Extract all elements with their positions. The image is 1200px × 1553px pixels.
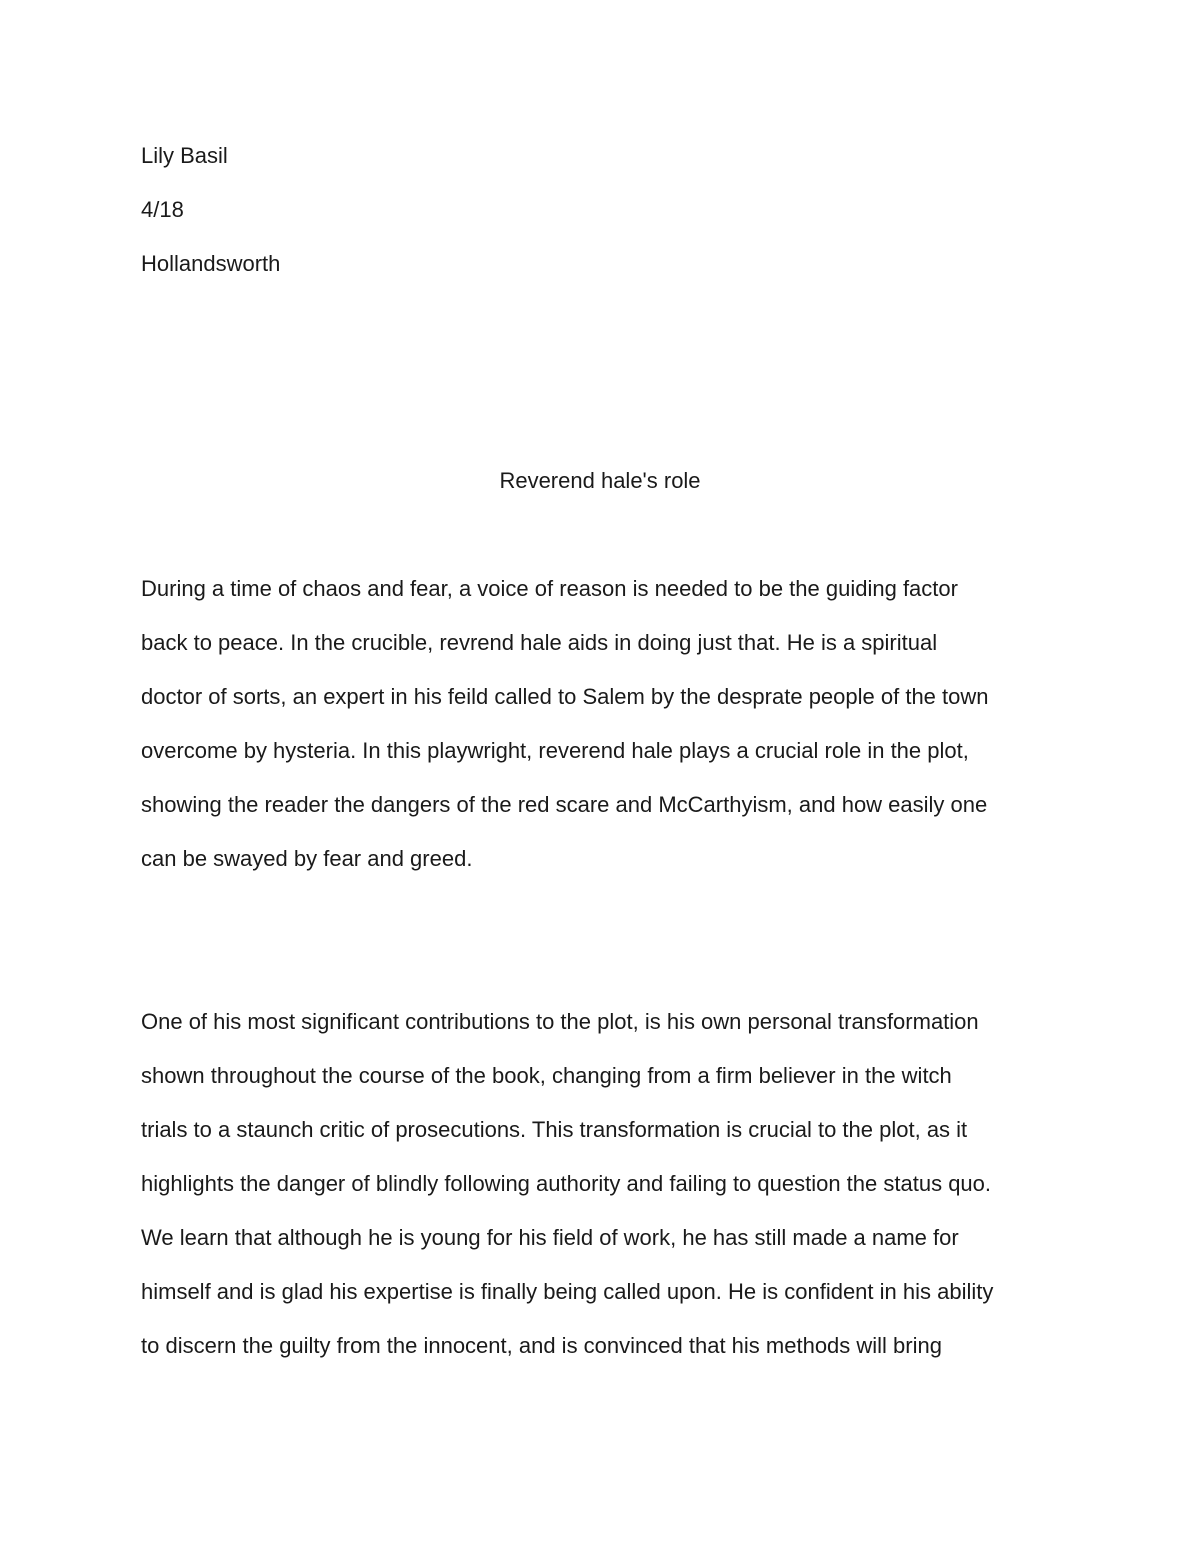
- paragraph-line: One of his most significant contributions to the plot, is his own personal transformation: [141, 1009, 979, 1034]
- essay-title: Reverend hale's role: [499, 468, 701, 493]
- author-name: Lily Basil: [141, 143, 228, 168]
- paragraph-line: shown throughout the course of the book, changing from a firm believer in the witch: [141, 1063, 952, 1088]
- paragraph-line: During a time of chaos and fear, a voice of reason is needed to be the guiding factor: [141, 576, 958, 601]
- paragraph-line: trials to a staunch critic of prosecutions. This transformation is crucial to the plot, as it: [141, 1117, 968, 1142]
- paragraph-line: can be swayed by fear and greed.: [141, 846, 473, 871]
- teacher-name: Hollandsworth: [141, 251, 281, 276]
- paragraph-line: to discern the guilty from the innocent, and is convinced that his methods will bring: [141, 1333, 942, 1358]
- paragraph-line: back to peace. In the crucible, revrend hale aids in doing just that. He is a spiritual: [141, 630, 938, 655]
- document-date: 4/18: [141, 197, 184, 222]
- paragraph-line: himself and is glad his expertise is finally being called upon. He is confident in his ability: [141, 1279, 994, 1304]
- paragraph-line: We learn that although he is young for his field of work, he has still made a name for: [141, 1225, 959, 1250]
- paragraph-line: overcome by hysteria. In this playwright, reverend hale plays a crucial role in the plot,: [141, 738, 969, 763]
- paragraph-line: showing the reader the dangers of the red scare and McCarthyism, and how easily one: [141, 792, 988, 817]
- paragraph-line: highlights the danger of blindly following authority and failing to question the status quo.: [141, 1171, 992, 1196]
- paragraph-line: doctor of sorts, an expert in his feild called to Salem by the desprate people of the town: [141, 684, 989, 709]
